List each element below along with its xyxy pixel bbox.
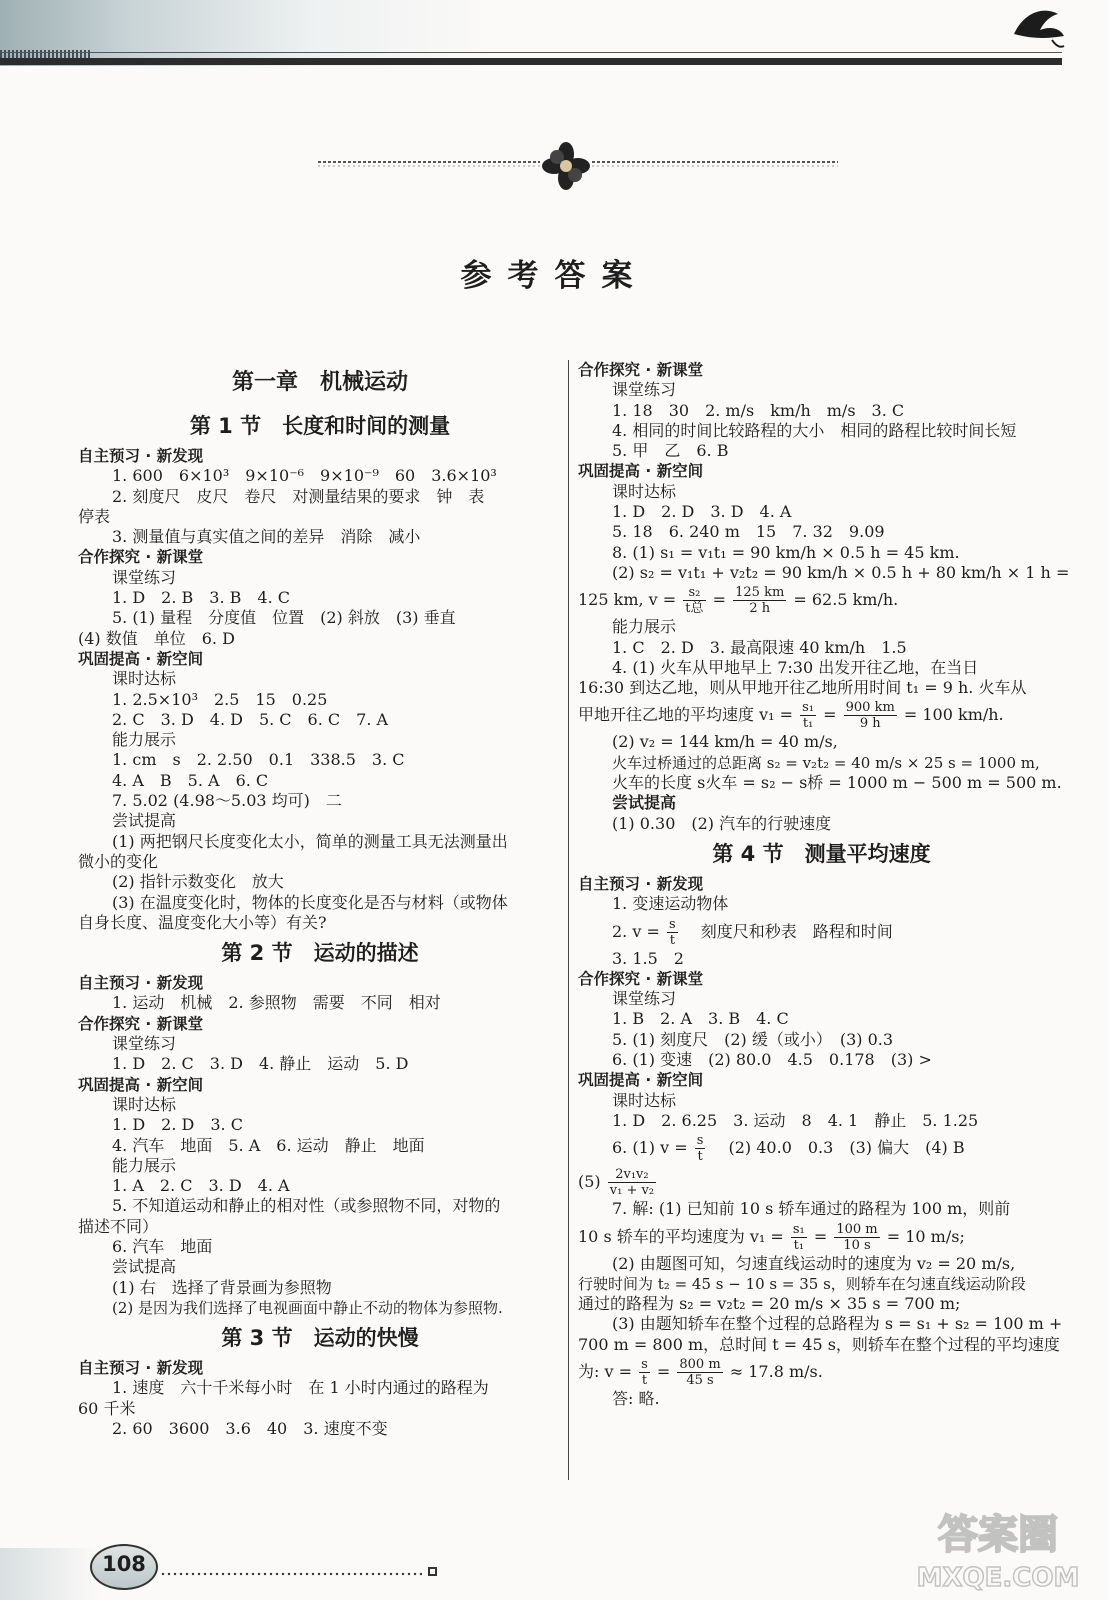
answer-line: 1. 变速运动物体 <box>612 894 729 914</box>
exercise-label: 课堂练习 <box>612 380 677 400</box>
answer-line: 自身长度、温度变化大小等）有关? <box>78 912 327 932</box>
exercise-label: 课堂练习 <box>112 567 177 587</box>
header-rule-thin <box>0 52 1062 53</box>
answer-line: 5. 18 6. 240 m 15 7. 32 9.09 <box>612 522 885 542</box>
fraction-denominator: 45 s <box>686 1372 714 1388</box>
formula-text: 刻度尺和秒表 路程和时间 <box>684 921 893 941</box>
fraction <box>608 1167 656 1198</box>
answer-line: 1. B 2. A 3. B 4. C <box>612 1009 789 1029</box>
answer-line: 1. D 2. D 3. C <box>112 1115 243 1135</box>
fraction <box>733 585 786 616</box>
subsection-heading: 巩固提高 · 新空间 <box>578 462 704 481</box>
section-heading: 第 3 节 运动的快慢 <box>221 1326 419 1351</box>
answer-line: 7. 5.02 (4.98～5.03 均可) 二 <box>112 791 342 811</box>
answer-line: 4. A B 5. A 6. C <box>112 770 269 790</box>
fraction-numerator: 100 m <box>836 1221 878 1237</box>
answer-line: 1. 运动 机械 2. 参照物 需要 不同 相对 <box>112 993 441 1013</box>
fraction-numerator: 900 km <box>845 700 895 716</box>
fraction-denominator: t₁ <box>793 1237 805 1253</box>
exercise-label: 尝试提高 <box>112 811 177 831</box>
formula-text: = 100 km/h. <box>903 705 1004 725</box>
answer-line: 停表 <box>78 506 111 526</box>
answer-line: (1) 0.30 (2) 汽车的行驶速度 <box>612 813 832 833</box>
formula-line <box>578 1220 1065 1254</box>
exercise-label: 尝试提高 <box>112 1257 177 1277</box>
fraction <box>800 700 816 731</box>
exercise-label: 课时达标 <box>112 1094 177 1114</box>
answer-line: (2) s₂ = v₁t₁ + v₂t₂ = 90 km/h × 0.5 h + 80 km/h × 1 h = <box>612 562 1070 582</box>
answer-line: 微小的变化 <box>78 851 159 871</box>
formula-text: 2. v = <box>612 921 660 941</box>
formula-text: = <box>813 1226 828 1246</box>
exercise-label: 课堂练习 <box>612 989 677 1009</box>
subsection-heading: 自主预习 · 新发现 <box>578 874 704 893</box>
flower-divider-icon <box>318 140 858 194</box>
subsection-heading: 巩固提高 · 新空间 <box>578 1071 704 1090</box>
fraction-numerator: 800 m <box>679 1356 721 1372</box>
corner-ornament-icon <box>1010 4 1066 52</box>
subsection-heading: 巩固提高 · 新空间 <box>78 649 204 668</box>
answer-line: 5. 甲 乙 6. B <box>612 441 729 461</box>
exercise-label: 课堂练习 <box>112 1034 177 1054</box>
watermark-line1: 答案圈 <box>938 1512 1058 1558</box>
formula-text: (5) <box>578 1172 601 1192</box>
answer-line: 1. 18 30 2. m/s km/h m/s 3. C <box>612 400 905 420</box>
fraction-numerator: 2v₁v₂ <box>608 1167 656 1183</box>
formula-line <box>578 583 1065 617</box>
formula-text: 6. (1) v = <box>612 1138 688 1158</box>
fraction-denominator: t <box>641 1372 648 1388</box>
formula-line <box>578 1165 1065 1199</box>
subsection-heading: 自主预习 · 新发现 <box>78 447 204 465</box>
exercise-label: 能力展示 <box>612 617 677 637</box>
exercise-label: 课时达标 <box>112 669 177 689</box>
answer-line: 4. 汽车 地面 5. A 6. 运动 静止 地面 <box>112 1135 425 1155</box>
formula-text: = <box>712 590 727 610</box>
answer-line: 通过的路程为 s₂ = v₂t₂ = 20 m/s × 35 s = 700 m; <box>578 1294 961 1314</box>
answer-line: 描述不同） <box>78 1216 159 1236</box>
fraction <box>677 1357 722 1388</box>
fraction <box>695 1133 706 1164</box>
answer-line: 2. 刻度尺 皮尺 卷尺 对测量结果的要求 钟 表 <box>112 486 485 506</box>
answer-line: 1. cm s 2. 2.50 0.1 338.5 3. C <box>112 750 405 770</box>
page-title: 参考答案 <box>460 258 649 294</box>
formula-line <box>578 698 1065 732</box>
column-divider <box>568 360 569 1480</box>
answer-line: 3. 测量值与真实值之间的差异 消除 减小 <box>112 527 421 547</box>
answer-line: 1. 600 6×10³ 9×10⁻⁶ 9×10⁻⁹ 60 3.6×10³ <box>112 466 497 486</box>
answer-line: 1. A 2. C 3. D 4. A <box>112 1176 290 1196</box>
section-heading: 第 4 节 测量平均速度 <box>712 841 931 866</box>
answer-line: 1. 2.5×10³ 2.5 15 0.25 <box>112 689 328 709</box>
answer-line: (2) 指针示数变化 放大 <box>112 872 284 892</box>
footer-square-icon <box>428 1567 437 1576</box>
watermark-logo <box>898 1498 1098 1594</box>
answer-line: 火车过桥通过的总距离 s₂ = v₂t₂ = 40 m/s × 25 s = 1000 m, <box>612 753 1040 772</box>
section-heading: 第 2 节 运动的描述 <box>221 941 419 966</box>
subsection-heading: 合作探究 · 新课堂 <box>578 361 704 379</box>
fraction <box>667 917 678 948</box>
fraction-numerator: s <box>668 916 676 932</box>
answer-line: 60 千米 <box>78 1398 136 1418</box>
answer-line: (3) 在温度变化时，物体的长度变化是否与材料（或物体 <box>112 892 508 912</box>
subsection-heading: 自主预习 · 新发现 <box>78 1359 204 1378</box>
fraction-denominator: 2 h <box>749 601 771 617</box>
answer-line: 700 m = 800 m，总时间 t = 45 s，则轿车在整个过程的平均速度 <box>578 1334 1060 1354</box>
fraction-numerator: s <box>696 1133 704 1149</box>
fraction-denominator: t₁ <box>802 716 814 732</box>
fraction <box>683 585 705 616</box>
formula-line <box>578 1355 1065 1389</box>
formula-text: ≈ 17.8 m/s. <box>729 1361 823 1381</box>
answer-line: 6. (1) 变速 (2) 80.0 4.5 0.178 (3) > <box>612 1050 932 1070</box>
answer-line: 4. (1) 火车从甲地早上 7:30 出发开往乙地，在当日 <box>612 657 979 677</box>
fraction-numerator: 125 km <box>735 585 785 601</box>
fraction-denominator: t <box>669 932 675 948</box>
answer-line: (2) v₂ = 144 km/h = 40 m/s, <box>612 732 838 752</box>
subsection-heading: 合作探究 · 新课堂 <box>78 548 204 567</box>
formula-text: 10 s 轿车的平均速度为 v₁ = <box>578 1226 784 1246</box>
answer-line: 16:30 到达乙地，则从甲地开往乙地所用时间 t₁ = 9 h. 火车从 <box>578 678 1027 698</box>
answer-line: (1) 两把钢尺长度变化太小，简单的测量工具无法测量出 <box>112 831 508 851</box>
fraction-numerator: s <box>641 1356 648 1372</box>
formula-text: 125 km, v = <box>578 590 677 610</box>
answer-line: 行驶时间为 t₂ = 45 s − 10 s = 35 s，则轿车在匀速直线运动阶段 <box>578 1274 1026 1293</box>
subsection-heading: 合作探究 · 新课堂 <box>578 969 704 988</box>
header-rule <box>0 58 1062 65</box>
section-heading: 第 1 节 长度和时间的测量 <box>189 414 451 438</box>
formula-text: = 10 m/s; <box>886 1226 965 1246</box>
formula-text: (2) 40.0 0.3 (3) 偏大 (4) B <box>712 1138 965 1158</box>
answer-line: 1. D 2. D 3. D 4. A <box>612 502 792 522</box>
answer-line: 2. 60 3600 3.6 40 3. 速度不变 <box>112 1419 388 1439</box>
chapter-heading: 第一章 机械运动 <box>231 370 408 395</box>
fraction <box>844 700 897 731</box>
formula-line <box>578 915 1065 949</box>
answer-line: 答: 略. <box>612 1388 660 1408</box>
left-column <box>78 360 562 1439</box>
fraction-numerator: s₂ <box>683 585 705 601</box>
footer-band <box>0 1548 100 1600</box>
answer-line: 1. C 2. D 3. 最高限速 40 km/h 1.5 <box>612 637 907 657</box>
answer-line: (2) 由题图可知，匀速直线运动时的速度为 v₂ = 20 m/s, <box>612 1253 1016 1273</box>
answer-line: 8. (1) s₁ = v₁t₁ = 90 km/h × 0.5 h = 45 km. <box>612 542 960 562</box>
answer-line: 5. (1) 量程 分度值 位置 (2) 斜放 (3) 垂直 <box>112 608 456 628</box>
page-number: 108 <box>102 1552 146 1576</box>
answer-line: 7. 解: (1) 已知前 10 s 轿车通过的路程为 100 m，则前 <box>612 1199 1011 1219</box>
fraction <box>639 1357 650 1388</box>
subsection-heading: 巩固提高 · 新空间 <box>78 1075 204 1094</box>
footer-dotted-rule <box>160 1572 422 1576</box>
fraction-numerator: s₁ <box>802 700 815 716</box>
subsection-heading: 自主预习 · 新发现 <box>78 974 204 993</box>
answer-line: (4) 数值 单位 6. D <box>78 628 235 648</box>
answer-line: 1. D 2. 6.25 3. 运动 8 4. 1 静止 5. 1.25 <box>612 1110 979 1130</box>
fraction-denominator: t <box>697 1149 703 1165</box>
answer-line: (3) 由题知轿车在整个过程的总路程为 s = s₁ + s₂ = 100 m + <box>612 1314 1063 1334</box>
subsection-heading: 合作探究 · 新课堂 <box>78 1014 204 1033</box>
answer-line: 2. C 3. D 4. D 5. C 6. C 7. A <box>112 709 389 729</box>
formula-text: = 62.5 km/h. <box>793 590 899 610</box>
answer-line: 5. (1) 刻度尺 (2) 缓（或小） (3) 0.3 <box>612 1029 894 1049</box>
exercise-label: 课时达标 <box>612 481 677 501</box>
answer-line: 火车的长度 s火车 = s₂ − s桥 = 1000 m − 500 m = 500 m. <box>612 773 1062 793</box>
answer-line: 6. 汽车 地面 <box>112 1236 213 1256</box>
answer-line: 1. D 2. C 3. D 4. 静止 运动 5. D <box>112 1054 409 1074</box>
exercise-label: 能力展示 <box>112 730 177 750</box>
formula-text: 为: v = <box>578 1361 633 1381</box>
exercise-label: 尝试提高 <box>612 793 677 813</box>
exercise-label: 课时达标 <box>612 1090 677 1110</box>
answer-line: (2) 是因为我们选择了电视画面中静止不动的物体为参照物. <box>112 1298 503 1317</box>
formula-line <box>578 1131 1065 1165</box>
formula-text: = <box>656 1361 671 1381</box>
watermark-line2: MXQE.COM <box>916 1563 1080 1593</box>
answer-line: 1. D 2. B 3. B 4. C <box>112 588 290 608</box>
answer-line: 3. 1.5 2 <box>612 948 684 968</box>
fraction <box>791 1222 807 1253</box>
answer-line: (1) 右 选择了背景画为参照物 <box>112 1277 332 1297</box>
formula-text: 甲地开往乙地的平均速度 v₁ = <box>578 705 794 725</box>
fraction-denominator: 10 s <box>843 1237 871 1253</box>
fraction-denominator: 9 h <box>859 716 881 732</box>
answer-line: 4. 相同的时间比较路程的大小 相同的路程比较时间长短 <box>612 420 1017 440</box>
right-column <box>578 360 1070 1409</box>
fraction-denominator: v₁ + v₂ <box>609 1183 655 1199</box>
answer-line: 5. 不知道运动和静止的相对性（或参照物不同，对物的 <box>112 1196 501 1216</box>
exercise-label: 能力展示 <box>112 1155 177 1175</box>
answer-line: 1. 速度 六十千米每小时 在 1 小时内通过的路程为 <box>112 1378 489 1398</box>
header-band <box>0 0 1109 66</box>
formula-text: = <box>823 705 837 725</box>
fraction-numerator: s₁ <box>792 1221 805 1237</box>
fraction-denominator: t总 <box>685 601 704 617</box>
fraction <box>834 1222 879 1253</box>
